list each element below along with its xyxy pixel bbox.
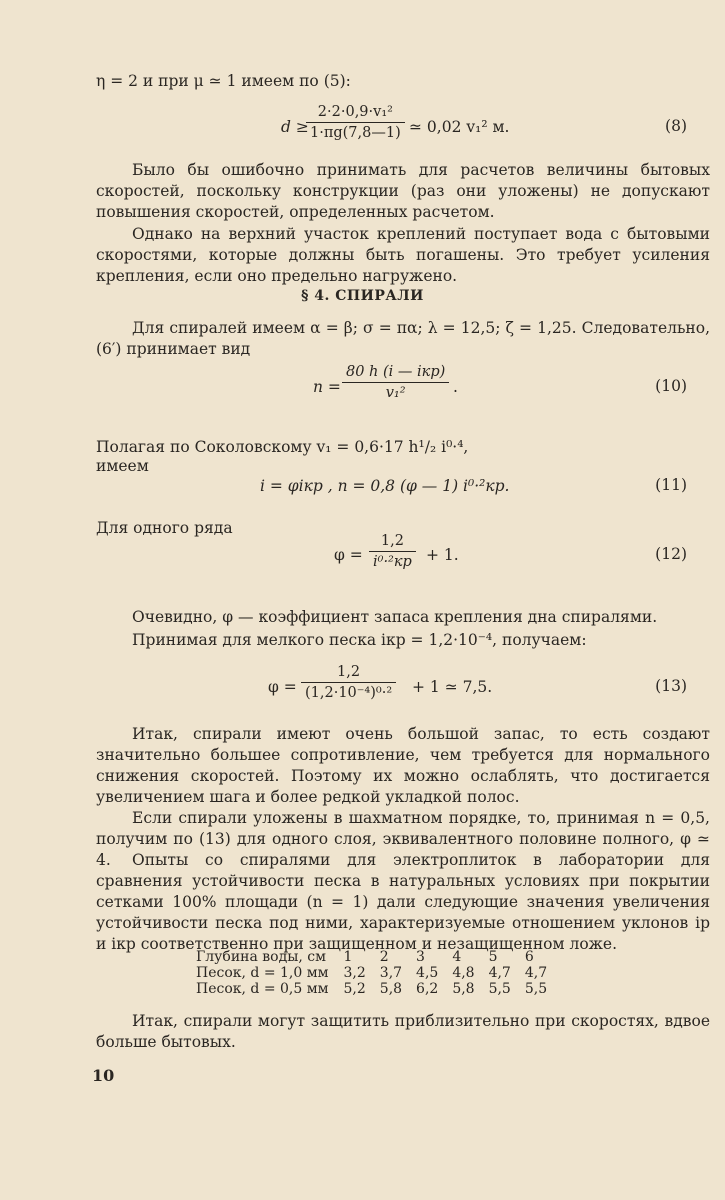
eq10-lhs: n = <box>313 378 341 396</box>
table-header-label: Глубина воды, см <box>196 949 326 965</box>
eq13-numerator: 1,2 <box>337 664 361 680</box>
eq12-rhs: + 1. <box>426 546 459 564</box>
table-row <box>196 981 554 997</box>
table-cell: 5,8 <box>379 981 403 997</box>
eq8-fraction <box>306 104 405 141</box>
paragraph-9: Если спирали уложены в шахматном порядке, то, принимая n = 0,5, получим по (13) для одного слоя, эквивалентного половине полного, φ ≃ 4. <box>96 809 710 869</box>
table-cell: 6,2 <box>416 981 439 997</box>
eq11-number: (11) <box>655 476 687 494</box>
eq11: i = φiкр , n = 0,8 (φ — 1) i⁰·²кр. <box>260 477 510 495</box>
eq12-lhs: φ = <box>334 546 363 564</box>
paragraph-10: Опыты со спиралями для электроплиток в лаборатории для сравнения устойчивости песка в натуральных условиях при покрытии сетками 100% площади (n = 1) дали следующие значения увеличения устойчивости песка под ними, характеризуемые отношением уклонов iр и iкр соответственно при защищенном и незащищенном ложе. <box>96 851 710 953</box>
paragraph-4b: имеем <box>96 457 149 475</box>
eq8-numerator: 2·2·0,9·v₁² <box>317 104 393 120</box>
table-cell: 1 <box>343 949 353 965</box>
eq8-number: (8) <box>665 117 687 135</box>
table-cell: 4 <box>452 949 462 965</box>
table-cell: 3 <box>416 949 425 965</box>
table-cell: 4,8 <box>452 965 475 981</box>
paragraph-7: Принимая для мелкого песка iкр = 1,2·10⁻⁴, получаем: <box>132 631 587 649</box>
paragraph-11: Итак, спирали могут защитить приблизительно при скоростях, вдвое больше бытовых. <box>96 1012 710 1051</box>
table-row-label: Песок, d = 1,0 мм <box>196 965 329 981</box>
eq10-fraction <box>342 364 449 401</box>
paragraph-2: Однако на верхний участок креплений поступает вода с бытовыми скоростями, которые должны быть погашены. Это требует усиления крепления, если оно предельно нагружено. <box>96 225 710 285</box>
page-number: 10 <box>92 1066 115 1085</box>
eq13-fraction <box>301 664 396 701</box>
table-cell: 2 <box>379 949 389 965</box>
table-cell: 5,5 <box>524 981 548 997</box>
section-heading: § 4. СПИРАЛИ <box>301 288 424 304</box>
eq13-number: (13) <box>655 677 687 695</box>
eq12-numerator: 1,2 <box>380 533 404 549</box>
table-cell: 5,2 <box>343 981 366 997</box>
eq12-denominator: i⁰·²кр <box>369 551 416 570</box>
eq10-period: . <box>453 378 458 396</box>
eq8-denominator: 1·πg(7,8—1) <box>306 122 405 141</box>
eq10-number: (10) <box>655 377 687 395</box>
eq8-lhs: d ≥ <box>281 118 309 136</box>
eq10-denominator: v₁² <box>342 382 449 401</box>
table-row-label: Песок, d = 0,5 мм <box>196 981 329 997</box>
table-cell: 3,2 <box>343 965 366 981</box>
intro-line: η = 2 и при μ ≃ 1 имеем по (5): <box>96 72 351 90</box>
table-cell: 3,7 <box>379 965 403 981</box>
sand-stability-table <box>196 949 554 997</box>
eq10-numerator: 80 h (i — iкр) <box>346 364 446 380</box>
eq8-rhs: ≃ 0,02 v₁² м. <box>409 118 510 136</box>
paragraph-4a: Полагая по Соколовскому v₁ = 0,6·17 h¹/₂ i⁰·⁴, <box>96 438 469 456</box>
paragraph-3: Для спиралей имеем α = β; σ = πα; λ = 12,5; ζ = 1,25. Следовательно, (6′) принимает вид <box>96 319 710 358</box>
eq12-number: (12) <box>655 545 687 563</box>
table-cell: 4,7 <box>524 965 548 981</box>
table-cell: 5 <box>488 949 498 965</box>
eq13-denominator: (1,2·10⁻⁴)⁰·² <box>301 682 396 701</box>
table-cell: 5,8 <box>452 981 475 997</box>
eq13-rhs: + 1 ≃ 7,5. <box>412 678 493 696</box>
paragraph-1: Было бы ошибочно принимать для расчетов величины бытовых скоростей, поскольку конструкции (раз они уложены) не допускают повышения скоростей, определенных расчетом. <box>96 161 710 221</box>
table-cell: 6 <box>524 949 534 965</box>
table-cell: 4,5 <box>416 965 439 981</box>
eq13-lhs: φ = <box>268 678 297 696</box>
paragraph-6: Очевидно, φ — коэффициент запаса крепления дна спиралями. <box>132 608 658 626</box>
eq12-fraction <box>369 533 416 570</box>
paragraph-8: Итак, спирали имеют очень большой запас, то есть создают значительно большее сопротивление, чем требуется для нормального снижения скоростей. Поэтому их можно ослаблять, что достигается увеличением шага и более редкой укладкой полос. <box>96 725 710 806</box>
table-row <box>196 965 554 981</box>
table-row <box>196 949 554 965</box>
table-cell: 4,7 <box>488 965 511 981</box>
table-cell: 5,5 <box>488 981 511 997</box>
paragraph-5: Для одного ряда <box>96 519 233 537</box>
